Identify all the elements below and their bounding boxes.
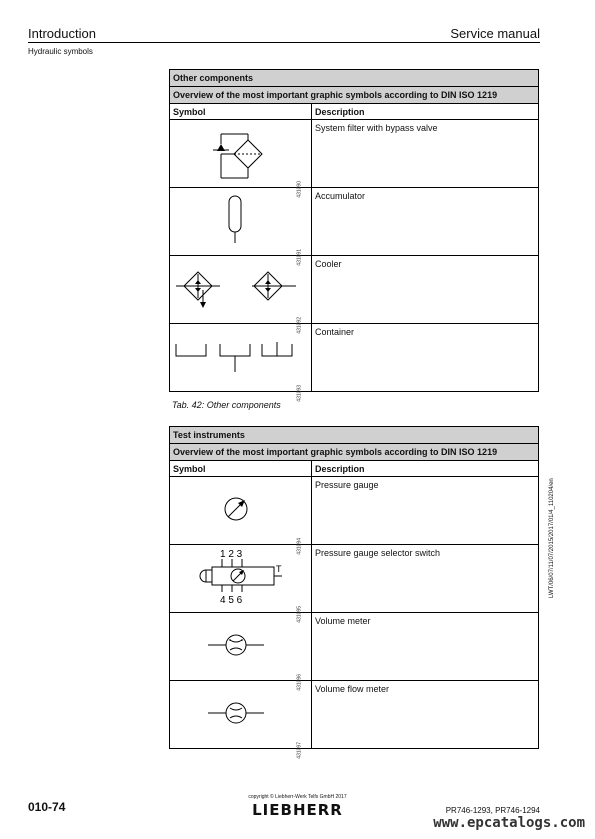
description-cell: Container bbox=[312, 324, 539, 392]
container-icon bbox=[170, 324, 312, 391]
gauge-selector-switch-icon bbox=[170, 545, 312, 612]
header-rule bbox=[28, 42, 540, 43]
symbol-cell bbox=[170, 681, 312, 759]
table-subtitle: Overview of the most important graphic symbols according to DIN ISO 1219 bbox=[170, 444, 539, 461]
description-cell: Cooler bbox=[312, 256, 539, 324]
table-title: Test instruments bbox=[170, 427, 539, 444]
symbol-cell bbox=[170, 324, 312, 402]
reference-number: 431093 bbox=[297, 385, 303, 402]
page-number: 010-74 bbox=[28, 800, 66, 814]
reference-number: 431097 bbox=[297, 742, 303, 759]
table-title: Other components bbox=[170, 70, 539, 87]
symbol-cell bbox=[170, 120, 312, 198]
cooler-icon bbox=[170, 256, 312, 323]
table-caption: Tab. 42: Other components bbox=[172, 400, 281, 410]
document-code: LWT/06/07/11/07/2015/2017/01/4_110204/en bbox=[549, 478, 555, 598]
symbol-cell bbox=[170, 545, 312, 623]
reference-number: 431094 bbox=[297, 538, 303, 555]
selector-ports-top: 1 2 3 bbox=[220, 549, 243, 560]
description-cell: Volume flow meter bbox=[312, 681, 539, 749]
description-cell: Pressure gauge selector switch bbox=[312, 545, 539, 613]
col-header-description: Description bbox=[312, 104, 539, 120]
watermark: www.epcatalogs.com bbox=[433, 815, 585, 831]
other-components-table bbox=[169, 69, 539, 402]
volume-meter-icon bbox=[170, 613, 312, 680]
manual-title: Service manual bbox=[450, 26, 540, 41]
chapter-title: Introduction bbox=[28, 26, 96, 41]
reference-number: 431096 bbox=[297, 674, 303, 691]
machine-models: PR746-1293, PR746-1294 bbox=[445, 806, 540, 815]
description-cell: Volume meter bbox=[312, 613, 539, 681]
volume-flow-meter-icon bbox=[170, 681, 312, 748]
symbol-cell bbox=[170, 613, 312, 691]
symbol-cell bbox=[170, 188, 312, 266]
test-instruments-table bbox=[169, 426, 539, 759]
accumulator-icon bbox=[170, 188, 312, 255]
copyright: copyright © Liebherr-Werk Telfs GmbH 2017 bbox=[248, 794, 347, 800]
section-title: Hydraulic symbols bbox=[28, 47, 93, 56]
pressure-gauge-icon bbox=[170, 477, 312, 544]
reference-number: 431090 bbox=[297, 181, 303, 198]
description-cell: Accumulator bbox=[312, 188, 539, 256]
description-cell: Pressure gauge bbox=[312, 477, 539, 545]
col-header-description: Description bbox=[312, 461, 539, 477]
liebherr-logo: LIEBHERR bbox=[252, 801, 343, 819]
symbol-cell bbox=[170, 256, 312, 334]
reference-number: 431092 bbox=[297, 317, 303, 334]
selector-tank-label: T bbox=[276, 564, 282, 574]
system-filter-bypass-icon bbox=[170, 120, 312, 187]
reference-number: 431095 bbox=[297, 606, 303, 623]
reference-number: 431091 bbox=[297, 249, 303, 266]
col-header-symbol: Symbol bbox=[170, 104, 312, 120]
table-subtitle: Overview of the most important graphic symbols according to DIN ISO 1219 bbox=[170, 87, 539, 104]
selector-ports-bottom: 4 5 6 bbox=[220, 595, 243, 606]
col-header-symbol: Symbol bbox=[170, 461, 312, 477]
description-cell: System filter with bypass valve bbox=[312, 120, 539, 188]
